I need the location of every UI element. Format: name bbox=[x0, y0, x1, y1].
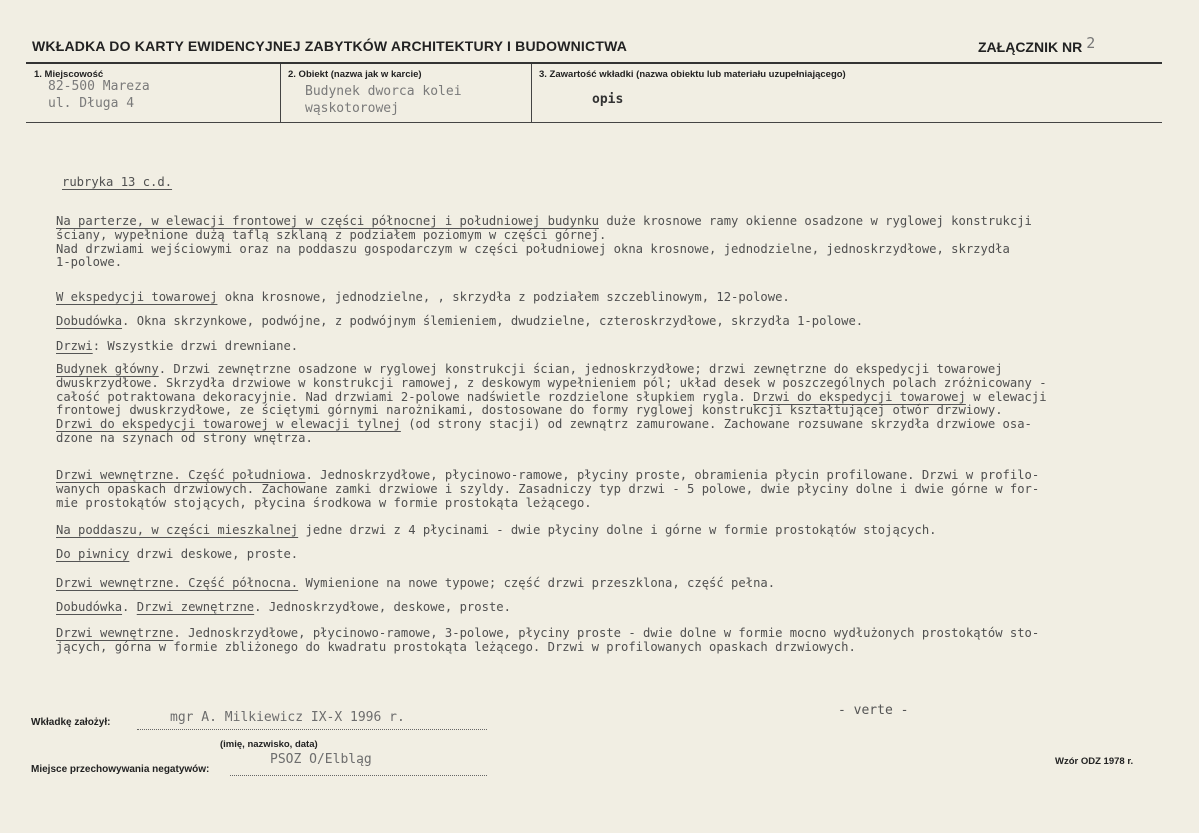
form-title: WKŁADKA DO KARTY EWIDENCYJNEJ ZABYTKÓW ARCHITEKTURY I BUDOWNICTWA bbox=[32, 38, 628, 54]
text-line: Drzwi wewnętrzne. Część południowa. Jednoskrzydłowe, płycinowo-ramowe, płyciny proste, obramienia płycin profilowane. Drzwi w profilo- bbox=[56, 468, 1040, 482]
text-line: W ekspedycji towarowej okna krosnowe, jednodzielne, , skrzydła z podziałem szczeblinowym, 12-polowe. bbox=[56, 290, 790, 304]
paragraph-ground-floor bbox=[56, 215, 1032, 270]
paragraph-doors bbox=[56, 340, 298, 354]
storage-value: PSOZ O/Elbląg bbox=[270, 752, 372, 767]
text-line: Dobudówka. Okna skrzynkowe, podwójne, z podwójnym ślemieniem, dwudzielne, czteroskrzydłowe, skrzydła 1-polowe. bbox=[56, 314, 864, 328]
text-line: całość potraktowana dekoracyjnie. Nad drzwiami 2-polowe nadświetle rozdzielone słupkiem rygla. Drzwi do ekspedycji towarowej w elewacji bbox=[56, 389, 1047, 404]
paragraph-attic bbox=[56, 524, 937, 538]
field-object-label: 2. Obiekt (nazwa jak w karcie) bbox=[288, 69, 422, 80]
locality-line-1: 82-500 Mareza bbox=[48, 79, 150, 94]
text-line: mie prostokątów stojących, płycina środkowa w formie prostokąta leżącego. bbox=[56, 495, 592, 510]
storage-label: Miejsce przechowywania negatywów: bbox=[31, 764, 210, 775]
text-line: Dobudówka. Drzwi zewnętrzne. Jednoskrzydłowe, deskowe, proste. bbox=[56, 600, 511, 614]
text-line: Drzwi wewnętrzne. Jednoskrzydłowe, płycinowo-ramowe, 3-polowe, płyciny proste - dwie dolne w formie mocno wydłużonych prostokątów sto- bbox=[56, 626, 1040, 640]
text-line: dzone na szynach od strony wnętrza. bbox=[56, 430, 313, 445]
text-line: ściany, wypełnione dużą taflą szklaną z podziałem poziomym w części górnej. bbox=[56, 227, 607, 242]
text-line: Na poddaszu, w części mieszkalnej jedne drzwi z 4 płycinami - dwie płyciny dolne i górne w formie prostokątów stojących. bbox=[56, 523, 937, 537]
field-content bbox=[531, 64, 1162, 123]
text-line: Do piwnicy drzwi deskowe, proste. bbox=[56, 547, 299, 561]
field-content-value: opis bbox=[592, 92, 624, 107]
object-line-2: wąskotorowej bbox=[305, 101, 399, 116]
locality-line-2: ul. Długa 4 bbox=[48, 96, 135, 111]
founder-line bbox=[137, 729, 487, 730]
text-line: dwuskrzydłowe. Skrzydła drzwiowe w konstrukcji ramowej, z deskowym wypełnieniem pól; układ desek w poszczególnych polach zróżnicowany - bbox=[56, 375, 1047, 390]
field-object bbox=[280, 64, 532, 123]
founder-hint: (imię, nazwisko, data) bbox=[220, 739, 318, 750]
annex-number bbox=[978, 34, 1096, 56]
paragraph-interior-south bbox=[56, 469, 1039, 510]
text-line: Nad drzwiami wejściowymi oraz na poddaszu gospodarczym w części południowej okna krosnowe, jednodzielne, jednoskrzydłowe, skrzydła bbox=[56, 241, 1010, 256]
paragraph-interior-north bbox=[56, 577, 775, 591]
founder-label: Wkładkę założył: bbox=[31, 717, 111, 728]
field-locality bbox=[26, 64, 281, 123]
text-line: Drzwi do ekspedycji towarowej w elewacji tylnej (od strony stacji) od zewnątrz zamurowane. Zachowane rozsuwane skrzydła drzwiowe osa- bbox=[56, 417, 1032, 432]
text-line: Drzwi: Wszystkie drzwi drewniane. bbox=[56, 339, 299, 353]
paragraph-annex-doors bbox=[56, 601, 511, 615]
paragraph-interior-annex bbox=[56, 627, 1039, 655]
annex-label: ZAŁĄCZNIK NR bbox=[978, 39, 1083, 55]
paragraph-main-building bbox=[56, 363, 1047, 446]
text-line: Drzwi wewnętrzne. Część północna. Wymienione na nowe typowe; część drzwi przeszklona, część pełna. bbox=[56, 576, 776, 590]
founder-value: mgr A. Milkiewicz IX-X 1996 r. bbox=[170, 710, 405, 725]
form-code: Wzór ODZ 1978 r. bbox=[1055, 756, 1134, 767]
paragraph-annex-windows bbox=[56, 315, 863, 329]
text-line: jących, górna w formie zbliżonego do kwadratu prostokąta leżącego. Drzwi w profilowanych opaskach drzwiowych. bbox=[56, 639, 856, 654]
object-line-1: Budynek dworca kolei bbox=[305, 84, 462, 99]
paragraph-goods-office bbox=[56, 291, 790, 305]
text-line: 1-polowe. bbox=[56, 255, 123, 270]
section-heading: rubryka 13 c.d. bbox=[62, 175, 173, 189]
field-object-value bbox=[305, 83, 462, 117]
field-locality-label: 1. Miejscowość bbox=[34, 69, 104, 80]
text-line: Na parterze, w elewacji frontowej w części północnej i południowej budynku duże krosnowe ramy okienne osadzone w ryglowej konstrukcji bbox=[56, 214, 1032, 228]
verte-note: - verte - bbox=[838, 703, 909, 718]
text-line: frontowej dwuskrzydłowe, ze ściętymi górnymi narożnikami, dostosowane do formy ryglowej konstrukcji kształtującej otwór drzwiowy. bbox=[56, 403, 1003, 418]
storage-line bbox=[230, 775, 487, 776]
text-line: wanych opaskach drzwiowych. Zachowane zamki drzwiowe i szyldy. Zasadniczy typ drzwi - 5 polowe, dwie płyciny dolne i dwie górne w for- bbox=[56, 481, 1040, 496]
text-line: Budynek główny. Drzwi zewnętrzne osadzone w ryglowej konstrukcji ścian, jednoskrzydłowe; drzwi zewnętrzne do ekspedycji towarowej bbox=[56, 362, 1003, 376]
field-locality-value bbox=[48, 78, 150, 112]
field-content-label: 3. Zawartość wkładki (nazwa obiektu lub materiału uzupełniającego) bbox=[539, 69, 846, 80]
annex-value: 2 bbox=[1086, 34, 1096, 52]
paragraph-cellar bbox=[56, 548, 298, 562]
